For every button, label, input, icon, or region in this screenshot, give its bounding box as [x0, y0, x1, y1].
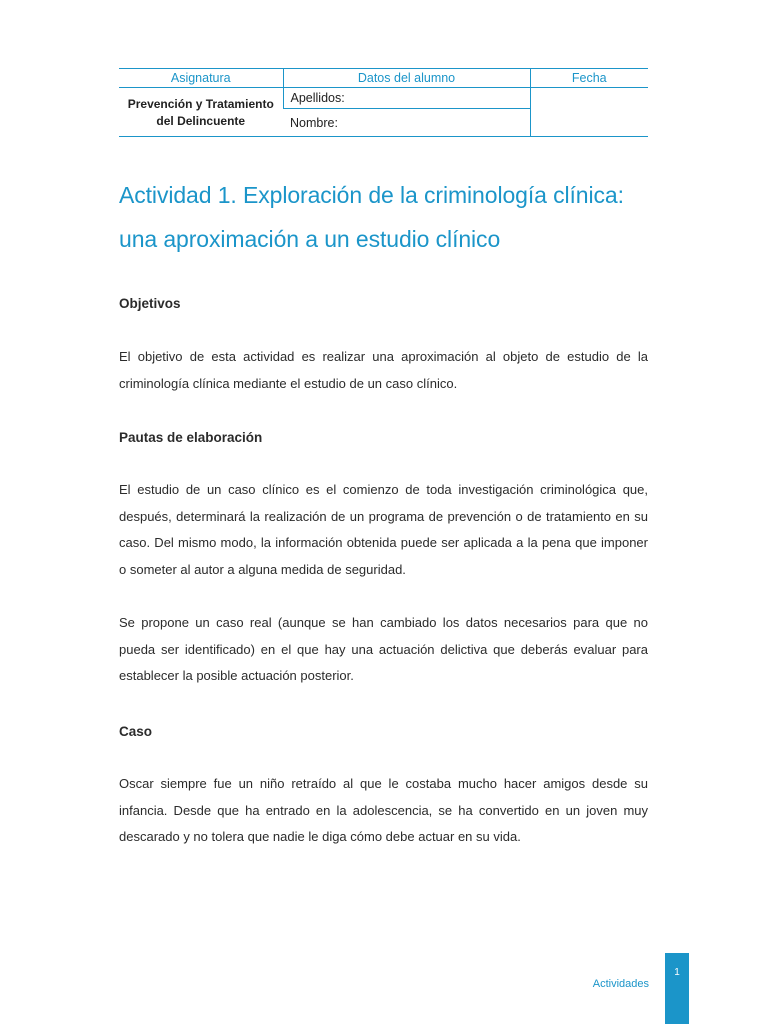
subject-column-header: Asignatura: [119, 69, 283, 88]
page-number-tab: [665, 953, 689, 1024]
title-line-1: Actividad 1. Exploración de la criminología clínica:: [119, 182, 624, 208]
guidelines-section: [119, 429, 648, 447]
case-body: [119, 771, 648, 851]
case-section: [119, 723, 648, 741]
guidelines-heading: Pautas de elaboración: [119, 430, 263, 445]
subject-value: Prevención y Tratamiento del Delincuente: [119, 88, 283, 137]
title-line-2: una aproximación a un estudio clínico: [119, 226, 501, 252]
guidelines-body-1: [119, 477, 648, 584]
date-column-header: Fecha: [530, 69, 648, 88]
objectives-paragraph: El objetivo de esta actividad es realizar una aproximación al objeto de estudio de la criminología clínica mediante el estudio de un caso clínico.: [119, 349, 648, 391]
guidelines-body-2: [119, 610, 648, 690]
student-column-header: Datos del alumno: [283, 69, 530, 88]
activity-title: [119, 173, 659, 261]
case-heading: Caso: [119, 724, 153, 739]
case-paragraph: Oscar siempre fue un niño retraído al que le costaba mucho hacer amigos desde su infancia. Desde que ha entrado en la adolescencia, se ha convertido en un joven muy descarado y no tolera que nadie le diga cómo debe actuar en su vida.: [119, 776, 648, 845]
guidelines-paragraph-2: Se propone un caso real (aunque se han cambiado los datos necesarios para que no pueda ser identificado) en el que hay una actuación delictiva que deberás evaluar para establecer la posible actuación posterior.: [119, 615, 648, 684]
objectives-body: [119, 344, 648, 397]
guidelines-paragraph-1: El estudio de un caso clínico es el comienzo de toda investigación criminológica que, después, determinará la realización de un programa de prevención o de tratamiento en su caso. Del mismo modo, la información obtenida puede ser aplicada a la pena que imponer o someter al autor a alguna medida de seguridad.: [119, 482, 648, 578]
page-number: 1: [674, 967, 680, 978]
name-field[interactable]: Nombre:: [283, 109, 530, 137]
date-field[interactable]: [530, 88, 648, 137]
footer-label: Actividades: [592, 978, 649, 990]
header-table: [119, 68, 648, 137]
objectives-section: [119, 295, 648, 313]
objectives-heading: Objetivos: [119, 296, 181, 311]
surname-field[interactable]: Apellidos:: [283, 88, 530, 109]
